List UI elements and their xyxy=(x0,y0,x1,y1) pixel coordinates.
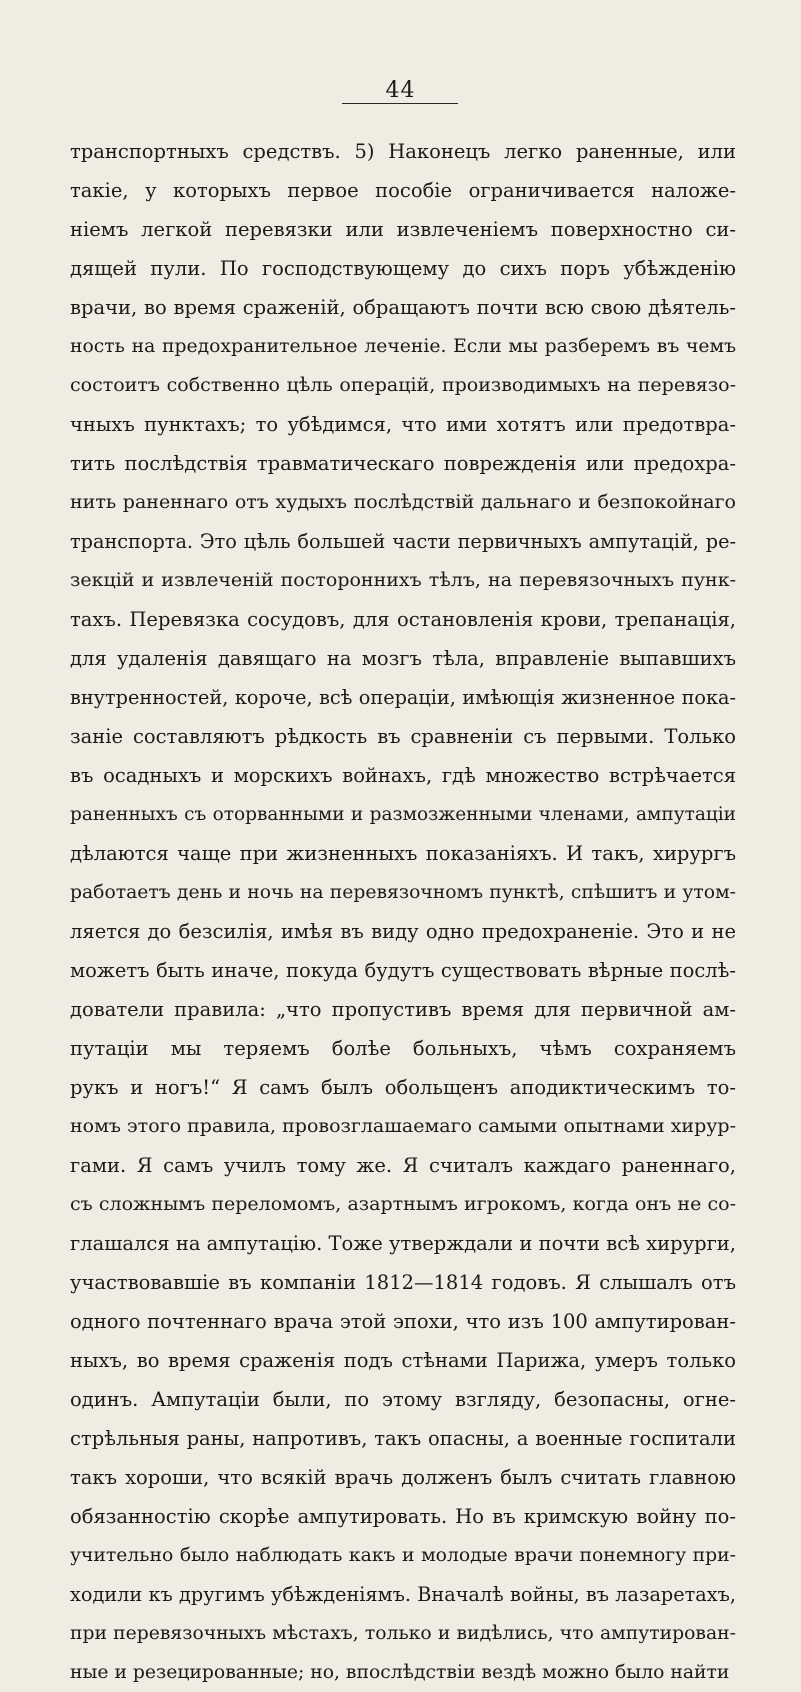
text-line: при перевязочныхъ мѣстахъ, только и видѣлись, что ампутирован- xyxy=(70,1623,736,1644)
text-line: гами. Я самъ училъ тому же. Я считалъ каждаго раненнаго, xyxy=(70,1154,736,1177)
text-line: заніе составляютъ рѣдкость въ сравненіи съ первыми. Только xyxy=(70,725,736,748)
text-line: транспортныхъ средствъ. 5) Наконецъ легко раненные, или xyxy=(70,140,736,163)
text-line: одинъ. Ампутаціи были, по этому взгляду, безопасны, огне- xyxy=(70,1388,736,1411)
text-line: такіе, у которыхъ первое пособіе ограничивается наложе- xyxy=(70,179,736,202)
text-line: чныхъ пунктахъ; то убѣдимся, что ими хотятъ или предотвра- xyxy=(70,413,736,436)
text-line: внутренностей, короче, всѣ операціи, имѣющія жизненное пока- xyxy=(70,686,736,709)
text-line: учительно было наблюдать какъ и молодые врачи понемногу при- xyxy=(70,1545,736,1566)
text-line: одного почтеннаго врача этой эпохи, что изъ 100 ампутирован- xyxy=(70,1310,736,1333)
body-text xyxy=(70,132,736,1692)
text-line: тить послѣдствія травматическаго поврежденія или предохра- xyxy=(70,452,736,475)
text-line: транспорта. Это цѣль большей части первичныхъ ампутацій, ре- xyxy=(70,530,736,553)
text-line: въ осадныхъ и морскихъ войнахъ, гдѣ множество встрѣчается xyxy=(70,764,736,787)
text-line: состоитъ собственно цѣль операцій, производимыхъ на перевязо- xyxy=(70,374,736,396)
text-line: дѣлаются чаще при жизненныхъ показаніяхъ. И такъ, хирургъ xyxy=(70,842,736,865)
text-line: ные и резецированные; но, впослѣдствіи вездѣ можно было найти xyxy=(70,1662,730,1683)
text-line: работаетъ день и ночь на перевязочномъ пунктѣ, спѣшитъ и утом- xyxy=(70,882,736,903)
text-line: врачи, во время сраженій, обращаютъ почти всю свою дѣятель- xyxy=(70,296,736,319)
page-number: 44 xyxy=(385,78,416,103)
text-line: нить раненнаго отъ худыхъ послѣдствій дальнаго и безпокойнаго xyxy=(70,491,736,513)
text-line: ность на предохранительное леченіе. Если мы разберемъ въ чемъ xyxy=(70,336,736,357)
text-line: глашался на ампутацію. Тоже утверждали и почти всѣ хирурги, xyxy=(70,1232,736,1255)
text-line: съ сложнымъ переломомъ, азартнымъ игрокомъ, когда онъ не со- xyxy=(70,1193,736,1215)
text-line: тахъ. Перевязка сосудовъ, для остановленія крови, трепанація, xyxy=(70,608,736,631)
text-line: ныхъ, во время сраженія подъ стѣнами Парижа, умеръ только xyxy=(70,1349,736,1372)
text-line: рукъ и ногъ!“ Я самъ былъ обольщенъ аподиктическимъ то- xyxy=(70,1076,736,1099)
text-line: можетъ быть иначе, покуда будутъ существовать вѣрные послѣ- xyxy=(70,959,736,982)
text-line: участвовавшіе въ компаніи 1812—1814 годовъ. Я слышалъ отъ xyxy=(70,1271,736,1294)
text-line: зекцій и извлеченій постороннихъ тѣлъ, на перевязочныхъ пунк- xyxy=(70,569,736,591)
text-line: ніемъ легкой перевязки или извлеченіемъ поверхностно си- xyxy=(70,218,736,241)
text-line: путаціи мы теряемъ болѣе больныхъ, чѣмъ сохраняемъ xyxy=(70,1037,736,1060)
text-line: дователи правила: „что пропустивъ время для первичной ам- xyxy=(70,998,736,1021)
text-line: ляется до безсилія, имѣя въ виду одно предохраненіе. Это и не xyxy=(70,920,736,943)
text-line: раненныхъ съ оторванными и размозженными членами, ампутаціи xyxy=(70,804,736,825)
text-line: такъ хороши, что всякій врачь долженъ былъ считать главною xyxy=(70,1466,736,1489)
text-line: обязанностію скорѣе ампутировать. Но въ кримскую войну по- xyxy=(70,1505,736,1528)
header-rule xyxy=(342,103,458,104)
text-line: для удаленія давящаго на мозгъ тѣла, вправленіе выпавшихъ xyxy=(70,647,736,670)
text-line: ходили къ другимъ убѣжденіямъ. Вначалѣ войны, въ лазаретахъ, xyxy=(70,1583,736,1606)
text-line: номъ этого правила, провозглашаемаго самыми опытнами хирур- xyxy=(70,1115,736,1137)
text-line: стрѣльныя раны, напротивъ, такъ опасны, а военные госпитали xyxy=(70,1427,736,1450)
text-line: дящей пули. По господствующему до сихъ поръ убѣжденію xyxy=(70,257,736,280)
